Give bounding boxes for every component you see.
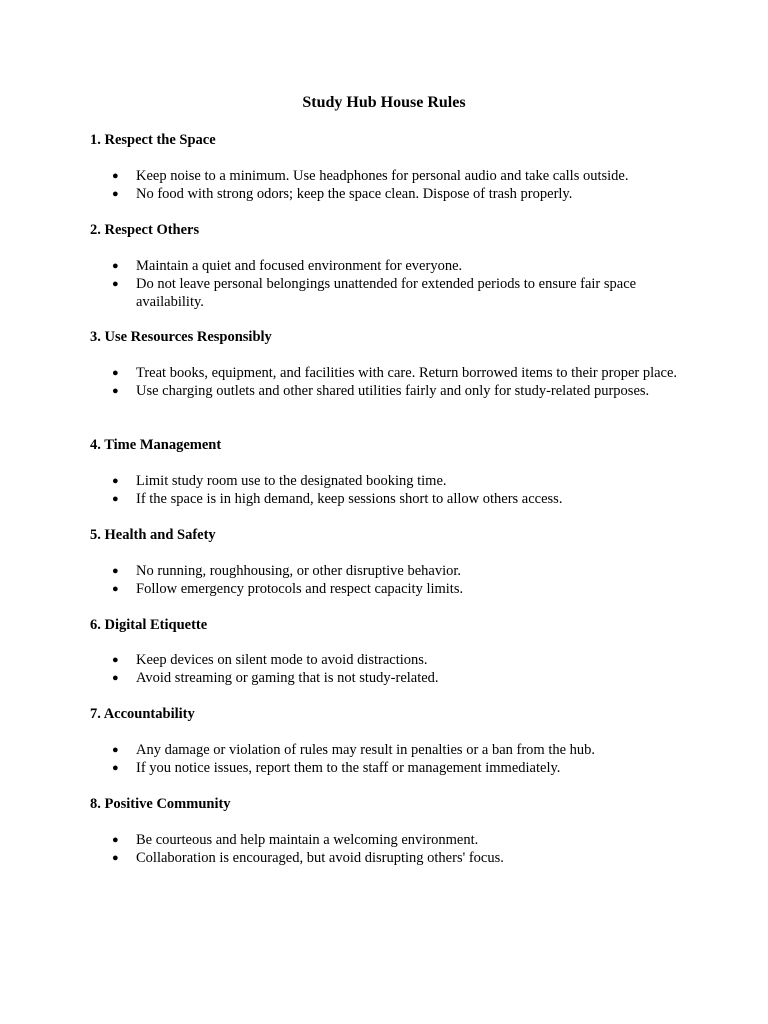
rule-text: Keep devices on silent mode to avoid distractions.	[136, 652, 428, 668]
rule-text: Any damage or violation of rules may result in penalties or a ban from the hub.	[136, 742, 596, 758]
bullet-icon: ●	[112, 565, 119, 577]
list-item	[112, 364, 696, 382]
list-item	[112, 741, 696, 759]
list-item	[112, 185, 696, 203]
list-item	[112, 669, 696, 687]
list-item	[112, 580, 696, 598]
rule-text: No running, roughhousing, or other disruptive behavior.	[136, 563, 461, 579]
bullet-icon: ●	[112, 852, 119, 864]
rule-text: Keep noise to a minimum. Use headphones for personal audio and take calls outside.	[136, 168, 629, 184]
section-heading-positive-community: 8. Positive Community	[90, 796, 231, 812]
rule-list-digital-etiquette	[112, 651, 696, 687]
rule-text: Do not leave personal belongings unattended for extended periods to ensure fair space availability.	[136, 276, 637, 310]
rule-list-respect-others	[112, 257, 696, 311]
rule-text: Be courteous and help maintain a welcoming environment.	[136, 832, 479, 848]
rule-list-time-management	[112, 472, 696, 508]
list-item	[112, 849, 696, 867]
bullet-icon: ●	[112, 475, 119, 487]
rule-text: Use charging outlets and other shared utilities fairly and only for study-related purposes.	[136, 383, 650, 399]
bullet-icon: ●	[112, 744, 119, 756]
section-heading-time-management: 4. Time Management	[90, 437, 222, 453]
bullet-icon: ●	[112, 583, 119, 595]
bullet-icon: ●	[112, 170, 119, 182]
section-heading-accountability: 7. Accountability	[90, 706, 195, 722]
rule-list-health-safety	[112, 562, 696, 598]
rule-text: Follow emergency protocols and respect capacity limits.	[136, 581, 464, 597]
list-item	[112, 831, 696, 849]
bullet-icon: ●	[112, 493, 119, 505]
list-item	[112, 382, 696, 400]
list-item	[112, 167, 696, 185]
rule-list-respect-space	[112, 167, 696, 203]
list-item	[112, 651, 696, 669]
rule-text: If the space is in high demand, keep sessions short to allow others access.	[136, 491, 563, 507]
section-heading-respect-space: 1. Respect the Space	[90, 132, 216, 148]
rule-text: Limit study room use to the designated booking time.	[136, 473, 447, 489]
rule-text: Maintain a quiet and focused environment for everyone.	[136, 258, 463, 274]
bullet-icon: ●	[112, 188, 119, 200]
bullet-icon: ●	[112, 385, 119, 397]
rule-text: Avoid streaming or gaming that is not study-related.	[136, 670, 439, 686]
section-heading-respect-others: 2. Respect Others	[90, 222, 200, 238]
rule-list-accountability	[112, 741, 696, 777]
bullet-icon: ●	[112, 367, 119, 379]
list-item	[112, 275, 696, 311]
bullet-icon: ●	[112, 834, 119, 846]
list-item	[112, 759, 696, 777]
bullet-icon: ●	[112, 654, 119, 666]
section-heading-health-safety: 5. Health and Safety	[90, 527, 216, 543]
bullet-icon: ●	[112, 260, 119, 272]
rule-text: Collaboration is encouraged, but avoid disrupting others' focus.	[136, 850, 504, 866]
list-item	[112, 472, 696, 490]
bullet-icon: ●	[112, 672, 119, 684]
document-title: Study Hub House Rules	[302, 94, 466, 111]
section-heading-digital-etiquette: 6. Digital Etiquette	[90, 617, 208, 633]
rule-list-positive-community	[112, 831, 696, 867]
rule-text: No food with strong odors; keep the space clean. Dispose of trash properly.	[136, 186, 573, 202]
rule-text: If you notice issues, report them to the staff or management immediately.	[136, 760, 561, 776]
list-item	[112, 490, 696, 508]
rule-list-use-resources	[112, 364, 696, 400]
rule-text: Treat books, equipment, and facilities with care. Return borrowed items to their proper place.	[136, 365, 678, 381]
section-heading-use-resources: 3. Use Resources Responsibly	[90, 329, 272, 345]
list-item	[112, 562, 696, 580]
bullet-icon: ●	[112, 278, 119, 290]
bullet-icon: ●	[112, 762, 119, 774]
list-item	[112, 257, 696, 275]
